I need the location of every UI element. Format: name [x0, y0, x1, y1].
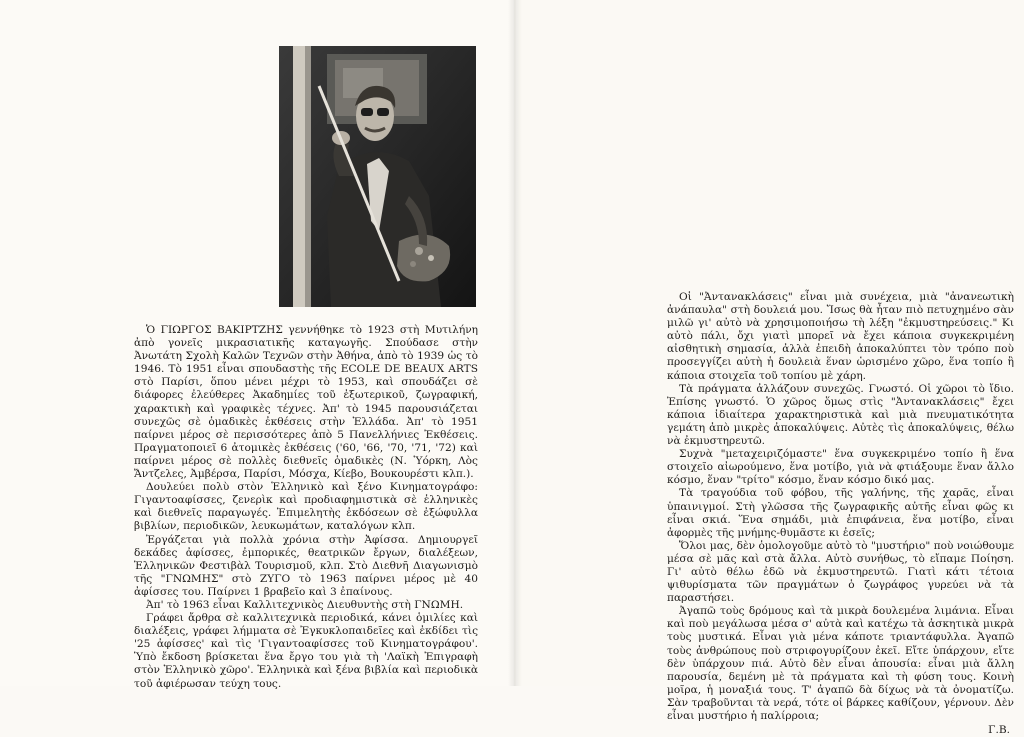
biography-paragraph: Γράφει ἄρθρα σὲ καλλιτεχνικὰ περιοδικά, κάνει ὁμιλίες καὶ διαλέξεις, γράφει λήμματα σὲ Ἐγκυκλοπαιδεῖες καὶ ἐκδίδει τὶς '25 ἀφίσσες' καὶ τὶς 'Γιγαντοαφίσσες τοῦ Κινηματογράφου'. Ὑπὸ ἔκδοση βρίσκεται ἕνα ἔργο του γιὰ τὴ 'Λαϊκὴ Ἐπιγραφὴ στὸν Ἑλληνικὸ χῶρο'. Ἑλληνικὰ καὶ ξένα βιβλία καὶ περιοδικὰ τοῦ ἀφιέρωσαν τεύχη τους. — [134, 612, 478, 690]
artist-statement-text — [667, 291, 1014, 737]
biography-paragraph: Ἐργάζεται γιὰ πολλὰ χρόνια στὴν Ἀφίσσα. Δημιουργεῖ δεκάδες ἀφίσσες, ἐμπορικές, θεατρικῶν ἔργων, διαλέξεων, Ἑλληνικῶν Φεστιβὰλ Τουρισμοῦ, κλπ. Στὸ Διεθνῆ Διαγωνισμὸ τῆς "ΓΝΩΜΗΣ" στὸ ΖΥΓΟ τὸ 1963 παίρνει μέρος μὲ 40 ἀφίσσες του. Παίρνει 1 βραβεῖο καὶ 3 ἐπαίνους. — [134, 533, 478, 598]
biography-paragraph: Ἀπ' τὸ 1963 εἶναι Καλλιτεχνικὸς Διευθυντὴς στὴ ΓΝΩΜΗ. — [146, 598, 464, 611]
author-signature: Γ.Β. — [988, 724, 1010, 737]
statement-paragraph: Συχνὰ "μεταχειριζόμαστε" ἕνα συγκεκριμένο τοπίο ἢ ἕνα στοιχεῖο αἰωρούμενο, ἕνα μοτίβο, γιὰ νὰ φτιάξουμε ἕναν ἄλλο κόσμο, ἕναν "τρίτο" κόσμο, ἕναν κόσμο δικό μας. — [667, 448, 1014, 487]
artist-photo — [279, 46, 476, 307]
biography-paragraph: Δουλεύει πολὺ στὸν Ἑλληνικὸ καὶ ξένο Κινηματογράφο: Γιγαντοαφίσσες, ζενερὶκ καὶ προδιαφημιστικὰ σὲ ἑλληνικὲς καὶ διεθνεῖς παραγωγές. Ἐπιμελητὴς ἐκδόσεων σὲ ἐξώφυλλα βιβλίων, περιοδικῶν, λευκωμάτων, καταλόγων κλπ. — [134, 481, 478, 533]
biography-text — [134, 324, 478, 691]
statement-paragraph: Ὅλοι μας, δὲν ὁμολογοῦμε αὐτὸ τὸ "μυστήριο" ποὺ νοιώθουμε μέσα σὲ μᾶς καὶ στὰ ἄλλα. Αὐτὸ συνήθως, τὸ εἴπαμε Ποίηση. Γι' αὐτὸ θέλω ἐδῶ νὰ ἐκμυστηρευτῶ. Γιατὶ κάτι τέτοια ψιθυρίσματα τῶν πραγμάτων ὁ ζωγράφος γυρεύει νὰ τὰ παραστήσει. — [667, 539, 1014, 605]
statement-paragraph: Ἀγαπῶ τοὺς δρόμους καὶ τὰ μικρὰ δουλεμένα λιμάνια. Εἶναι καὶ ποὺ μεγάλωσα μέσα σ' αὐτὰ καὶ κατέχω τὰ ἀσκητικὰ μικρὰ τοὺς μυστικά. Εἶναι γιὰ μένα κάποτε τριαντάφυλλα. Ἀγαπῶ τοὺς ἀνθρώπους ποὺ στριφογυρίζουν ἐκεῖ. Εἴτε ὑπάρχουν, εἴτε δὲν ὑπάρχουν πιά. Αὐτὸ δὲν εἶναι ἀπουσία: εἶναι μιὰ ἄλλη παρουσία, δεμένη μὲ τὰ πράγματα καὶ τὴ φύση τους. Κοινὴ μοῖρα, ἡ μοναξιά τους. Τ' ἀγαπῶ δὰ δίχως νὰ τὰ ὀνοματίζω. Σὰν τραβοῦνται τὰ νερά, τότε οἱ βάρκες καθίζουν, γέρνουν. Δὲν εἶναι μυστήριο ἡ παλίρροια; — [667, 605, 1014, 722]
statement-paragraph: Τὰ πράγματα ἀλλάζουν συνεχῶς. Γνωστό. Οἱ χῶροι τὸ ἴδιο. Ἐπίσης γνωστό. Ὁ χῶρος ὅμως στὶς "Ἀντανακλάσεις" ἔχει κάποια ἰδιαίτερα χαρακτηριστικὰ καὶ μιὰ πνευματικότητα γεμάτη ἀπὸ μικρὲς ἀποκαλύψεις. Αὐτὲς τὶς ἀποκαλύψεις, θέλω νὰ ἐκμυστηρευτῶ. — [667, 382, 1014, 448]
biography-paragraph: Ὁ ΓΙΩΡΓΟΣ ΒΑΚΙΡΤΖΗΣ γεννήθηκε τὸ 1923 στὴ Μυτιλήνη ἀπὸ γονεῖς μικρασιατικῆς καταγωγῆς. Σπούδασε στὴν Ἀνωτάτη Σχολὴ Καλῶν Τεχνῶν στὴν Ἀθήνα, ἀπὸ τὸ 1939 ὡς τὸ 1946. Τὸ 1951 εἶναι σπουδαστὴς τῆς ECOLE DE BEAUX ARTS στὸ Παρίσι, ὅπου μένει μέχρι τὸ 1953, καὶ σπουδάζει σὲ διάφορες ἐλεύθερες Ἀκαδημίες τοῦ ἐξωτερικοῦ, ζωγραφική, χαρακτικὴ καὶ γραφικὲς τέχνες. Ἀπ' τὸ 1945 παρουσιάζεται συνεχῶς σὲ ὁμαδικὲς ἐκθέσεις στὴν Ἑλλάδα. Ἀπ' τὸ 1951 παίρνει μέρος σὲ περισσότερες ἀπὸ 5 Πανελλήνιες Ἐκθέσεις. Πραγματοποιεῖ 6 ἀτομικὲς ἐκθέσεις ('60, '66, '70, '71, '72) καὶ παίρνει μέρος σὲ πολλὲς διεθνεῖς ὁμαδικὲς (Ν. Ὑόρκη, Λὸς Ἄντζελες, Ἀμβέρσα, Παρίσι, Μόσχα, Κίεβο, Βουκουρέστι κλπ.). — [134, 324, 478, 481]
statement-paragraph: Οἱ "Ἀντανακλάσεις" εἶναι μιὰ συνέχεια, μιὰ "ἀνανεωτικὴ ἀνάπαυλα" στὴ δουλειά μου. Ἴσως θὰ ἦταν πιὸ πετυχημένο σὰν μιλῶ γι' αὐτὸ νὰ χρησιμοποιήσω τὴ λέξη "ἐκμυστηρεύσεις." Κι αὐτὸ πάλι, ὄχι γιατὶ μπορεῖ νὰ ἔχει κάποια συγκεκριμένη αἰσθητικὴ σημασία, ἀλλὰ ἐπειδὴ ἀποκαλύπτει τὸν τρόπο ποὺ προσεγγίζει αὐτὴ ἡ δουλειὰ ἕναν ὡρισμένο χῶρο, ἕνα τοπίο ἢ κάποια στοιχεῖα τοῦ τοπίου μὲ χάρη. — [667, 291, 1014, 382]
book-gutter — [508, 0, 522, 686]
statement-paragraph: Τὰ τραγούδια τοῦ φόβου, τῆς γαλήνης, τῆς χαρᾶς, εἶναι ὑπαινιγμοί. Στὴ γλῶσσα τῆς ζωγραφικῆς αὐτῆς εἶναι φῶς κι εἶναι σκιά. Ἕνα σημάδι, μιὰ ἐπιφάνεια, ἕνα μοτίβο, εἶναι ἀφορμὲς τῆς μνήμης-θυμᾶστε κι ἐσεῖς; — [667, 487, 1014, 539]
left-page — [0, 0, 514, 690]
